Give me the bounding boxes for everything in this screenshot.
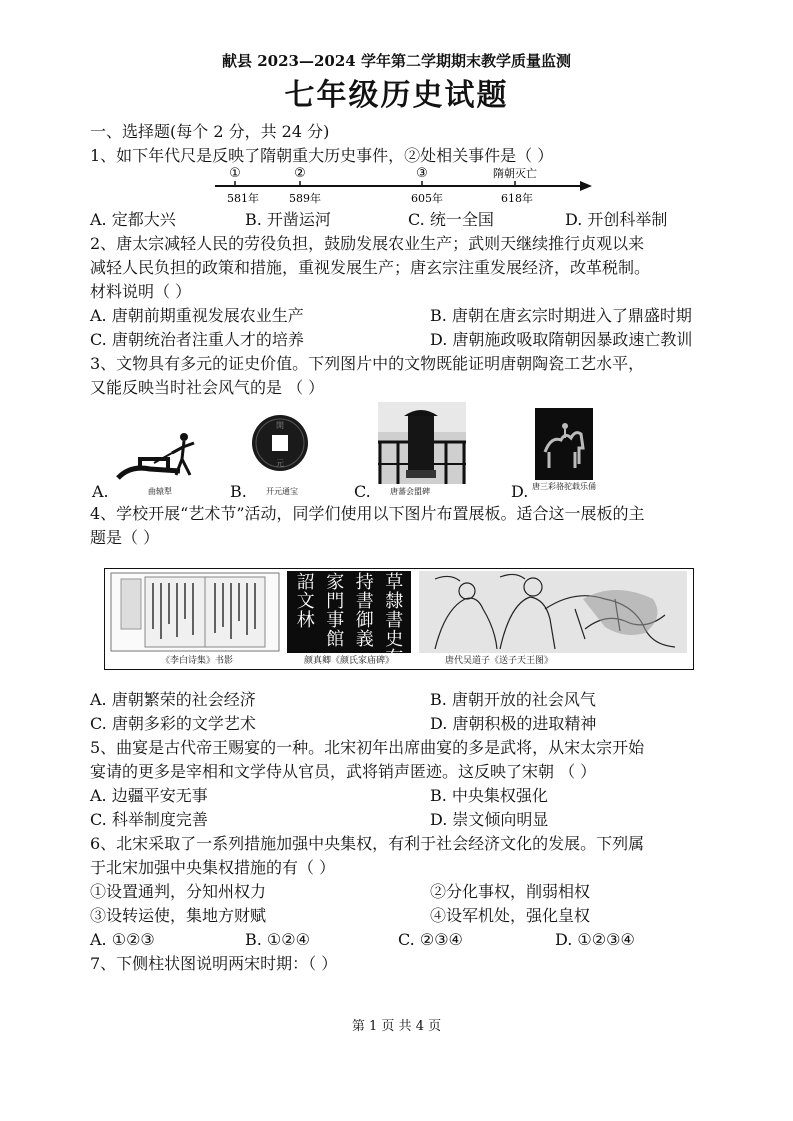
q4-option-b: B. 唐朝开放的社会风气 (430, 690, 596, 709)
timeline-year-3: 605年 (411, 192, 443, 205)
page-footer: 第 1 页 共 4 页 (351, 1019, 442, 1034)
q4-option-c: C. 唐朝多彩的文学艺术 (90, 714, 256, 733)
q5-option-c: C. 科举制度完善 (90, 810, 208, 829)
q5-option-a: A. 边疆平安无事 (90, 786, 208, 805)
timeline-mark-2: ② (294, 166, 306, 181)
q4-caption-3: 唐代吴道子《送子天王图》 (444, 656, 553, 666)
q6-item-2: ②分化事权，削弱相权 (430, 882, 591, 901)
page-title: 七年级历史试题 (284, 78, 509, 113)
q4-option-a: A. 唐朝繁荣的社会经济 (90, 690, 256, 709)
q3-caption-a: 曲辕犁 (148, 487, 172, 496)
timeline-year-1: 581年 (227, 192, 259, 205)
exhibit-image-strip (104, 568, 694, 670)
timeline-figure (205, 164, 595, 208)
camel-figurine-image (535, 408, 593, 480)
timeline-mark-4: 隋朝灭亡 (493, 167, 537, 180)
q5-stem-line1: 5、曲宴是古代帝王赐宴的一种。北宋初年出席曲宴的多是武将，从宋太宗开始 (90, 738, 645, 757)
calligraphy-column-4: 詔文林 (296, 572, 315, 631)
q3-option-d-letter: D. (511, 482, 529, 501)
q4-caption-2: 颜真卿《颜氏家庙碑》 (303, 656, 394, 666)
q3-caption-d: 唐三彩骆驼载乐俑 (532, 482, 596, 491)
q4-stem-line2: 题是（ ） (90, 528, 160, 547)
q6-option-b: B. ①②④ (245, 930, 310, 949)
timeline-year-2: 589年 (289, 192, 321, 205)
section-heading: 一、选择题(每个 2 分，共 24 分) (90, 122, 330, 141)
q1-option-b: B. 开凿运河 (245, 210, 331, 229)
q6-stem-line1: 6、北宋采取了一系列措施加强中央集权，有利于社会经济文化的发展。下列属 (90, 834, 645, 853)
q7-stem: 7、下侧柱状图说明两宋时期：（ ） (90, 954, 338, 973)
q3-stem-line1: 3、文物具有多元的证史价值。下列图片中的文物既能证明唐朝陶瓷工艺水平， (90, 354, 645, 373)
q1-option-c: C. 统一全国 (408, 210, 494, 229)
svg-text:元: 元 (276, 459, 284, 468)
q4-stem-line1: 4、学校开展“艺术节”活动，同学们使用以下图片布置展板。适合这一展板的主 (90, 504, 645, 523)
q2-option-c: C. 唐朝统治者注重人才的培养 (90, 330, 304, 349)
q1-stem: 1、如下年代尺是反映了隋朝重大历史事件，②处相关事件是（ ） (90, 146, 554, 165)
q6-stem-line2: 于北宋加强中央集权措施的有（ ） (90, 858, 336, 877)
q5-option-b: B. 中央集权强化 (430, 786, 548, 805)
q2-stem-line2: 减轻人民负担的政策和措施，重视发展生产；唐玄宗注重发展经济，改革税制。 (90, 258, 651, 277)
q2-stem-line1: 2、唐太宗减轻人民的劳役负担，鼓励发展农业生产；武则天继续推行贞观以来 (90, 234, 645, 253)
q5-stem-line2: 宴请的更多是宰相和文学侍从官员，武将销声匿迹。这反映了宋朝 （ ） (90, 762, 597, 781)
q4-caption-1: 《李白诗集》书影 (160, 656, 233, 666)
timeline-mark-1: ① (229, 166, 241, 181)
q6-option-d: D. ①②③④ (555, 930, 635, 949)
exam-header: 献县 2023—2024 学年第二学期期末教学质量监测 (222, 52, 571, 70)
q2-option-d: D. 唐朝施政吸取隋朝因暴政速亡教训 (430, 330, 693, 349)
coin-image (250, 410, 310, 480)
q3-option-b-letter: B. (230, 482, 247, 501)
stele-image (378, 402, 466, 484)
q2-option-a: A. 唐朝前期重视发展农业生产 (90, 306, 304, 325)
q3-caption-c: 唐蕃会盟碑 (390, 487, 430, 496)
q6-item-1: ①设置通判，分知州权力 (90, 882, 267, 901)
q2-stem-line3: 材料说明（ ） (90, 282, 192, 301)
q1-option-d: D. 开创科举制 (565, 210, 668, 229)
q2-option-b: B. 唐朝在唐玄宗时期进入了鼎盛时期 (430, 306, 692, 325)
q3-option-c-letter: C. (354, 482, 371, 501)
calligraphy-column-2: 持書御義 (355, 572, 374, 650)
q5-option-d: D. 崇文倾向明显 (430, 810, 549, 829)
q3-option-a-letter: A. (92, 482, 109, 501)
q6-option-c: C. ②③④ (398, 930, 463, 949)
q6-option-a: A. ①②③ (90, 930, 155, 949)
calligraphy-column-3: 家門事館 (326, 572, 345, 650)
calligraphy-column-1: 草隸書史有 (385, 572, 404, 669)
q6-item-3: ③设转运使，集地方财赋 (90, 906, 267, 925)
q3-caption-b: 开元通宝 (266, 487, 298, 496)
q3-stem-line2: 又能反映当时社会风气的是 （ ） (90, 378, 325, 397)
q1-option-a: A. 定都大兴 (90, 210, 176, 229)
q4-option-d: D. 唐朝积极的进取精神 (430, 714, 597, 733)
timeline-mark-3: ③ (416, 166, 428, 181)
timeline-year-4: 618年 (501, 192, 533, 205)
plow-image (110, 423, 205, 485)
svg-text:開: 開 (276, 421, 284, 430)
q6-item-4: ④设军机处，强化皇权 (430, 906, 591, 925)
